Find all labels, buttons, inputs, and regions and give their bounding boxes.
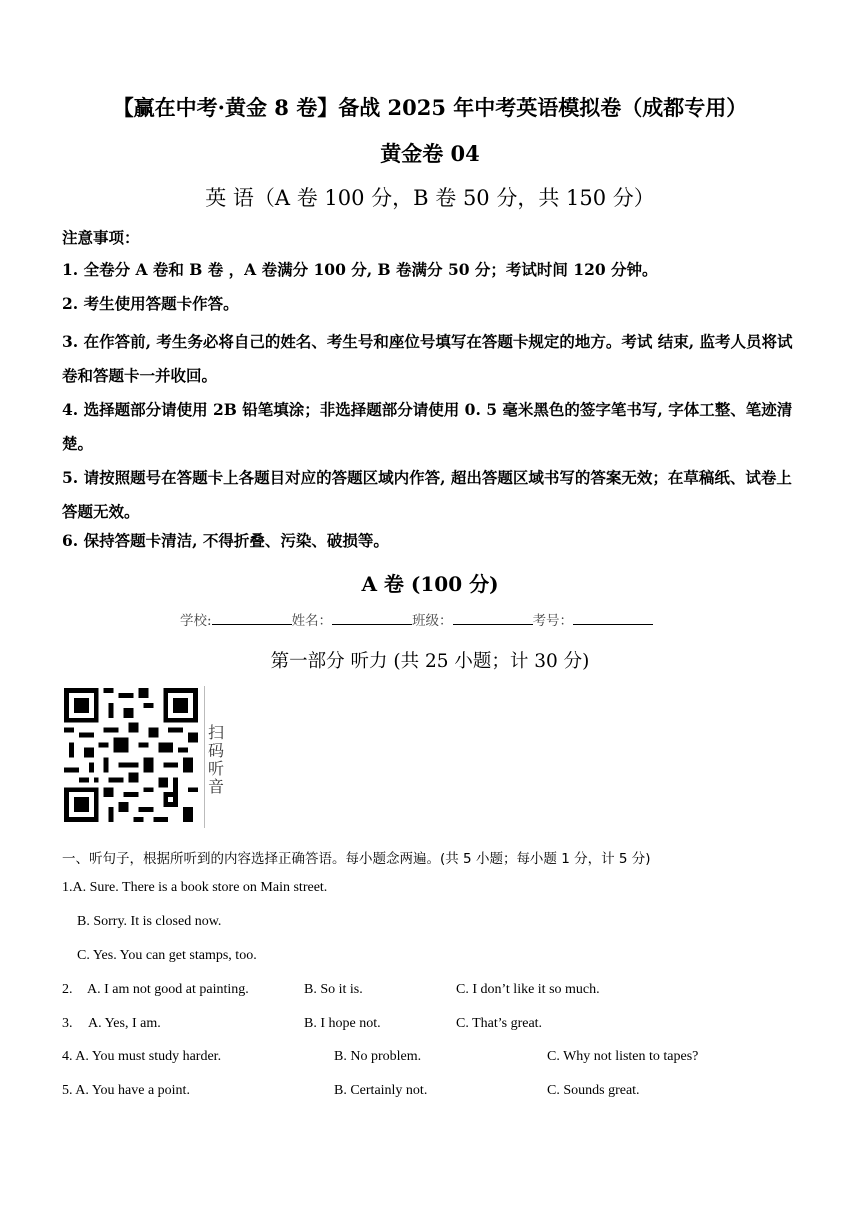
notice-item-6: 6. 保持答题卡清洁, 不得折叠、污染、破损等。 <box>62 531 389 550</box>
notice-item-1: 1. 全卷分 A 卷和 B 卷 ，A 卷满分 100 分, B 卷满分 50 分；考试时间 120 分钟。 <box>62 260 658 279</box>
q3-option-a: A. Yes, I am. <box>88 1016 161 1031</box>
q5-option-c: C. Sounds great. <box>547 1083 640 1098</box>
part1-instruction: 一、听句子，根据所听到的内容选择正确答语。每小题念两遍。(共 5 小题；每小题 1 分，计 5 分) <box>62 851 651 867</box>
q2-option-b: B. So it is. <box>304 982 363 997</box>
notice-item-3: 3. 在作答前, 考生务必将自己的姓名、考生号和座位号填写在答题卡规定的地方。考试 结束, 监考人员将试卷和答题卡一并收回。 <box>62 332 793 385</box>
subject-line: 英 语（A 卷 100 分，B 卷 50 分，共 150 分） <box>205 186 655 210</box>
notice-item-5: 5. 请按照题号在答题卡上各题目对应的答题区域内作答, 超出答题区域书写的答案无效；在草稿纸、试卷上答题无效。 <box>62 468 792 521</box>
section-a-title: A 卷 (100 分) <box>361 572 499 596</box>
qr-code-image[interactable] <box>64 688 198 822</box>
qr-divider <box>204 686 205 828</box>
qr-label: 扫码听音 <box>208 723 225 796</box>
notice-item-2: 2. 考生使用答题卡作答。 <box>62 294 239 313</box>
q2-option-a: A. I am not good at painting. <box>87 982 249 997</box>
q3-option-c: C. That’s great. <box>456 1016 543 1031</box>
q2-option-c: C. I don’t like it so much. <box>456 982 600 997</box>
name-label: 姓名： <box>291 613 333 629</box>
q5-option-a: 5. A. You have a point. <box>62 1083 190 1098</box>
q4-option-a: 4. A. You must study harder. <box>62 1049 222 1064</box>
q5-option-b: B. Certainly not. <box>334 1083 428 1098</box>
exam-title: 【赢在中考·黄金 8 卷】备战 2025 年中考英语模拟卷（成都专用） <box>112 95 748 120</box>
school-label: 学校: <box>180 613 212 629</box>
part1-title: 第一部分 听力 (共 25 小题；计 30 分) <box>270 651 590 672</box>
q4-option-c: C. Why not listen to tapes? <box>547 1049 699 1064</box>
name-blank[interactable] <box>332 612 412 625</box>
exam-subtitle: 黄金卷 04 <box>380 141 480 166</box>
notice-item-4: 4. 选择题部分请使用 2B 铅笔填涂；非选择题部分请使用 0. 5 毫米黑色的签字笔书写, 字体工整、笔迹清楚。 <box>62 400 793 453</box>
q1-option-c: C. Yes. You can get stamps, too. <box>77 948 257 963</box>
q3-number: 3. <box>62 1016 73 1031</box>
q1-option-b: B. Sorry. It is closed now. <box>77 914 222 929</box>
q3-option-b: B. I hope not. <box>304 1016 381 1031</box>
id-label: 考号： <box>532 613 574 629</box>
q1-option-a: 1.A. Sure. There is a book store on Main street. <box>62 880 328 895</box>
class-blank[interactable] <box>453 612 533 625</box>
school-blank[interactable] <box>212 612 292 625</box>
q4-option-b: B. No problem. <box>334 1049 422 1064</box>
class-label: 班级： <box>412 613 453 629</box>
student-info-line <box>180 609 653 629</box>
id-blank[interactable] <box>573 612 653 625</box>
notice-heading: 注意事项： <box>62 228 140 247</box>
q2-number: 2. <box>62 982 73 997</box>
